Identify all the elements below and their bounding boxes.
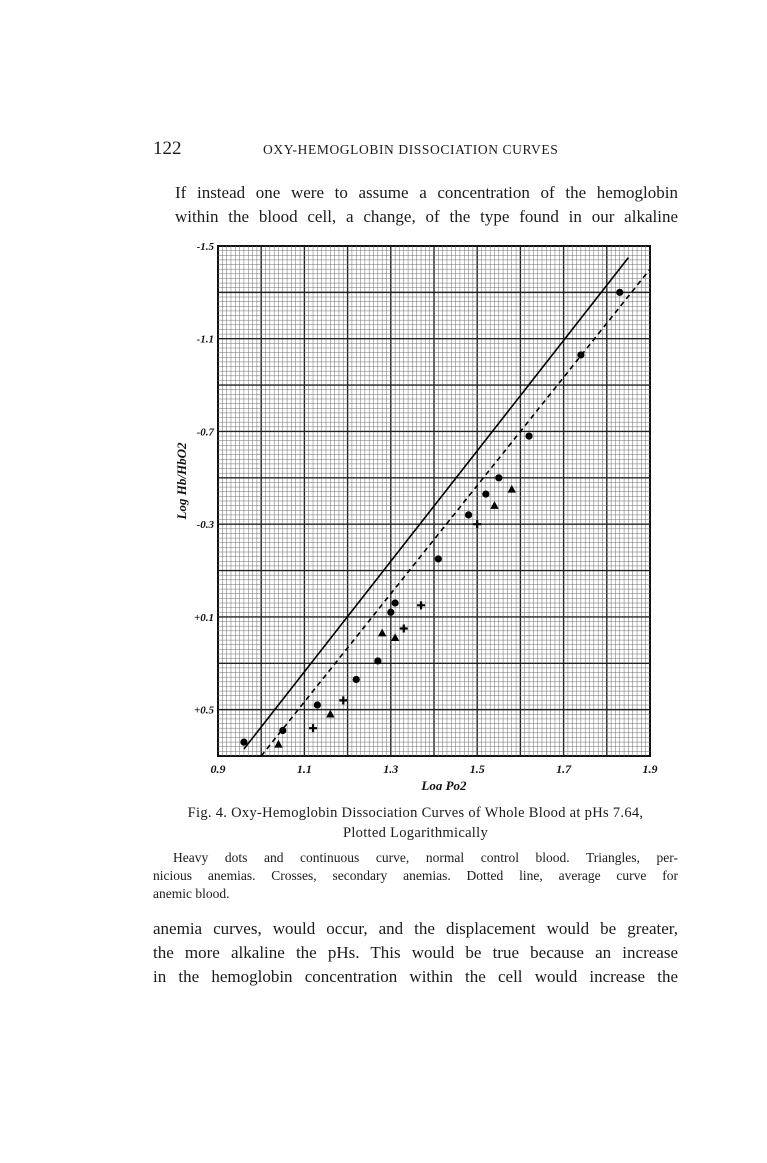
dot-point <box>465 511 472 518</box>
x-tick-label: 1.9 <box>642 762 658 776</box>
dot-point <box>353 676 360 683</box>
y-tick-label: -0.7 <box>196 426 214 439</box>
y-tick-label: +0.5 <box>193 704 214 717</box>
paragraph-line: anemia curves, would occur, and the displacement would be greater, <box>153 919 678 938</box>
paragraph-bottom <box>153 917 678 989</box>
dot-point <box>482 490 489 497</box>
x-tick-label: 1.5 <box>469 762 485 776</box>
y-tick-label: +0.1 <box>193 611 214 624</box>
paragraph-line: the more alkaline the pHs. This would be true because an increase <box>153 943 678 962</box>
x-tick-label: 0.9 <box>210 762 226 776</box>
legend-line: nicious anemias. Crosses, secondary anemias. Dotted line, average curve for <box>153 868 678 883</box>
x-tick-label: 1.3 <box>383 762 399 776</box>
y-axis-label: Log Hb/HbO2 <box>174 442 189 520</box>
caption-line: Fig. 4. Oxy-Hemoglobin Dissociation Curves of Whole Blood at pHs 7.64, <box>187 805 644 821</box>
y-tick-label: -0.3 <box>196 519 214 532</box>
figure-caption <box>153 803 678 843</box>
x-axis-label: Log Po2 <box>421 778 467 790</box>
dot-point <box>314 701 321 708</box>
paragraph-top <box>153 181 678 229</box>
dot-point <box>495 474 502 481</box>
legend-line: anemic blood. <box>153 886 230 901</box>
dot-point <box>435 555 442 562</box>
x-tick-label: 1.1 <box>296 762 312 776</box>
running-head: OXY-HEMOGLOBIN DISSOCIATION CURVES <box>263 142 559 157</box>
paragraph-line: within the blood cell, a change, of the type found in our alkaline <box>175 207 678 226</box>
figure-chart <box>170 240 670 790</box>
dot-point <box>240 738 247 745</box>
paragraph-line: If instead one were to assume a concentration of the hemoglobin <box>175 183 678 202</box>
page-number: 122 <box>153 138 182 159</box>
page-header <box>153 138 678 162</box>
dot-point <box>616 289 623 296</box>
dot-point <box>374 657 381 664</box>
dot-point <box>387 609 394 616</box>
legend-line: Heavy dots and continuous curve, normal control blood. Triangles, per- <box>173 850 678 865</box>
figure-legend <box>153 849 678 903</box>
paragraph-line: in the hemoglobin concentration within the cell would increase the <box>153 967 678 986</box>
dot-point <box>392 599 399 606</box>
dot-point <box>525 432 532 439</box>
y-tick-label: -1.1 <box>196 333 214 346</box>
dissociation-chart <box>170 240 670 790</box>
x-tick-label: 1.7 <box>556 762 572 776</box>
y-tick-label: -1.5 <box>196 241 214 253</box>
caption-line: Plotted Logarithmically <box>342 825 489 841</box>
